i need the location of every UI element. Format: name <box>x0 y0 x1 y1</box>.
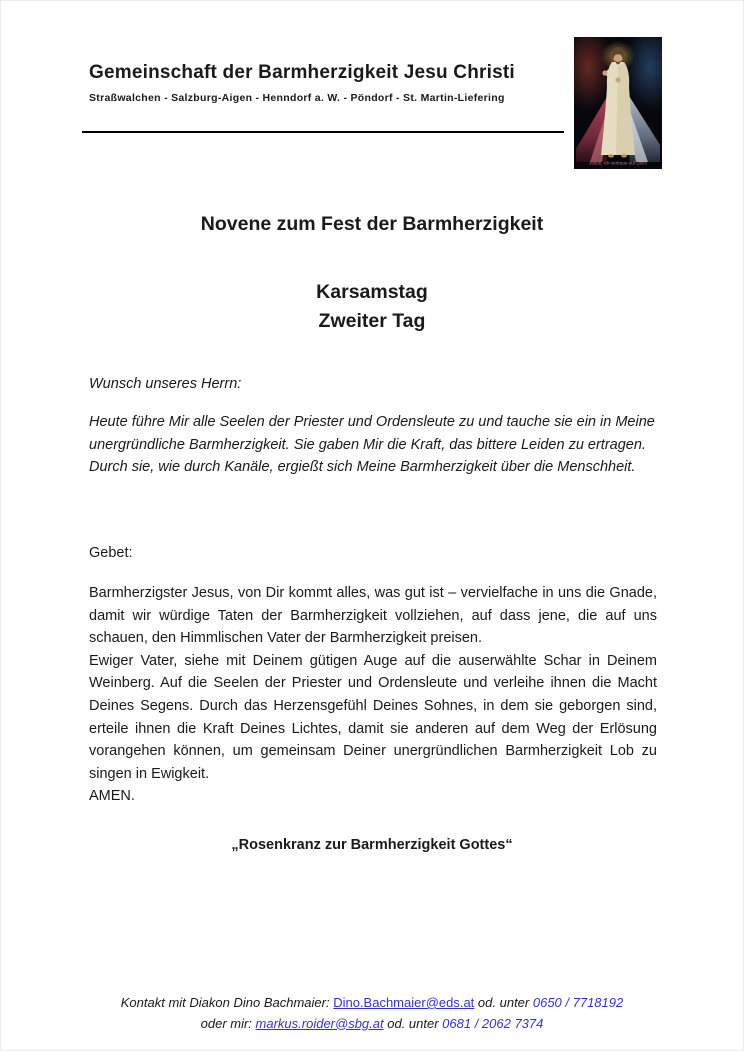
hand-on-chest <box>615 77 620 82</box>
prayer-paragraph-1: Barmherzigster Jesus, von Dir kommt alles, was gut ist – vervielfache in uns die Gnade, damit wir würdige Taten der Barmherzigkeit vollziehen, auf dass jene, die auf uns schauen, den Himmlischen Vater der Barmherzigkeit preisen. <box>89 585 657 647</box>
org-subtitle: Straßwalchen - Salzburg-Aigen - Henndorf a. W. - Pöndorf - St. Martin-Liefering <box>89 92 505 104</box>
contact-line-2-prefix: oder mir: <box>200 1015 256 1031</box>
divine-mercy-illustration <box>574 37 662 169</box>
image-caption: Jesus, ich vertraue auf Dich! <box>589 160 647 166</box>
day-name: Karsamstag <box>316 281 428 303</box>
contact-line-1-prefix: Kontakt mit Diakon Dino Bachmaier: <box>120 995 334 1010</box>
day-block <box>89 278 655 335</box>
contact-line-1-middle: od. unter <box>474 995 533 1010</box>
raised-hand <box>602 70 607 75</box>
wish-text: Heute führe Mir alle Seelen der Priester und Ordensleute zu und tauche sie ein in Meine unergründliche Barmherzigkeit. Sie gaben Mir die Kraft, das bittere Leiden zu ertragen. Durch sie, wie durch Kanäle, ergießt sich Meine Barmherzigkeit über die Menschheit. <box>89 414 655 476</box>
prayer-label: Gebet: <box>89 545 133 561</box>
prayer-paragraph-2: Ewiger Vater, siehe mit Deinem gütigen Auge auf die auserwählte Schar in Deinem Weinberg. Auf die Seelen der Priester und Ordensleute und verleihe ihnen die Macht Deines Segens. Durch das Herzensgefühl Deines Sohnes, in dem sie geborgen sind, erteile ihnen die Kraft Deines Lichtes, damit sie anderen auf dem Weg der Erlösung vorangehen können, um gemeinsam Deiner unergründlichen Barmherzigkeit Lob zu singen in Ewigkeit. <box>89 652 657 782</box>
contact-line-2 <box>1 1014 743 1035</box>
contact-line-2-middle: od. unter <box>383 1015 443 1031</box>
email-link-dino[interactable]: Dino.Bachmaier@eds.at <box>333 995 475 1010</box>
left-foot <box>608 154 614 157</box>
header-divider <box>82 131 564 133</box>
day-number: Zweiter Tag <box>318 309 426 332</box>
rosary-quote: „Rosenkranz zur Barmherzigkeit Gottes“ <box>231 837 513 853</box>
contact-line-1 <box>1 993 743 1014</box>
phone-number-markus: 0681 / 2062 7374 <box>442 1015 544 1031</box>
divine-mercy-image <box>574 37 662 169</box>
prayer-block <box>89 582 657 808</box>
prayer-amen: AMEN. <box>89 788 135 805</box>
org-title: Gemeinschaft der Barmherzigkeit Jesu Christi <box>89 62 515 83</box>
wish-label: Wunsch unseres Herrn: <box>89 376 242 392</box>
document-title: Novene zum Fest der Barmherzigkeit <box>200 213 544 235</box>
right-foot <box>621 154 627 157</box>
contact-footer <box>1 993 743 1034</box>
phone-number-dino: 0650 / 7718192 <box>532 995 624 1010</box>
email-link-markus[interactable]: markus.roider@sbg.at <box>255 1015 384 1031</box>
